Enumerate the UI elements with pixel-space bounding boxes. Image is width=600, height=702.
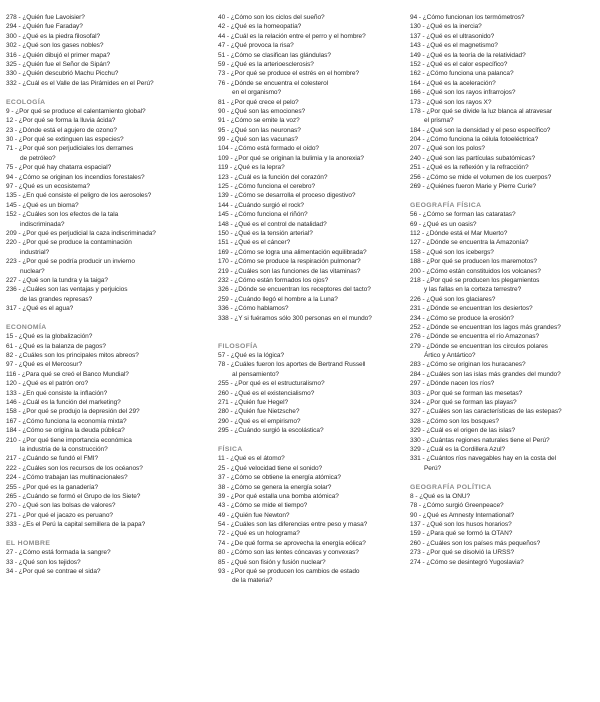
index-entry: 12 - ¿Por qué se forma la lluvia ácida? — [6, 117, 116, 125]
index-entry: 120 - ¿Qué es el patrón oro? — [6, 380, 89, 388]
index-entry: 11 - ¿Qué es el átomo? — [218, 455, 285, 463]
index-entry: 184 - ¿Cómo se origina la deuda pública? — [6, 427, 125, 435]
index-entry: 27 - ¿Cómo está formada la sangre? — [6, 549, 111, 557]
index-entry: 127 - ¿Dónde se encuentra la Amazonía? — [410, 239, 529, 247]
index-entry: 167 - ¿Cómo funciona la economía mixta? — [6, 417, 127, 425]
section-heading: ECONOMÍA — [6, 323, 47, 331]
index-entry: 73 - ¿Por qué se produce el estrés en el hombre? — [218, 70, 360, 78]
section-heading: EL HOMBRE — [6, 539, 51, 547]
index-entry-continuation: Perú? — [424, 464, 442, 472]
index-entry: 148 - ¿Qué es el control de natalidad? — [218, 220, 327, 228]
index-entry: 158 - ¿Qué son los icebergs? — [410, 248, 494, 256]
section-heading: GEOGRAFÍA FÍSICA — [410, 201, 482, 209]
index-entry: 265 - ¿Cuándo se formó el Grupo de los Siete? — [6, 492, 141, 500]
index-entry: 170 - ¿Cómo se produce la respiración pulmonar? — [218, 258, 361, 266]
index-entry: 109 - ¿Por qué se originan la bulimia y la anorexia? — [218, 154, 364, 162]
index-entry: 25 - ¿Qué velocidad tiene el sonido? — [218, 464, 323, 472]
index-entry: 200 - ¿Cómo están constituidos los volcanes? — [410, 267, 541, 275]
index-entry: 146 - ¿Cuál es la función del marketing? — [6, 399, 121, 407]
index-entry: 145 - ¿Qué es un bioma? — [6, 201, 79, 209]
index-entry: 256 - ¿Cómo se mide el volumen de los cuerpos? — [410, 173, 552, 181]
index-entry: 164 - ¿Qué es la aceleración? — [410, 79, 496, 87]
index-entry: 158 - ¿Por qué se produjo la depresión del 29? — [6, 408, 140, 416]
index-entry: 91 - ¿Cómo se emite la voz? — [218, 117, 300, 125]
index-entry: 56 - ¿Cómo se forman las cataratas? — [410, 211, 516, 219]
index-entry: 43 - ¿Cómo se mide el tiempo? — [218, 502, 308, 510]
index-entry: 220 - ¿Por qué se produce la contaminación — [6, 239, 132, 247]
index-entry: 39 - ¿Por qué estalla una bomba atómica? — [218, 492, 339, 500]
index-entry: 317 - ¿Qué es el agua? — [6, 305, 74, 313]
index-entry-continuation: al pensamiento? — [232, 370, 279, 378]
index-entry: 95 - ¿Qué son las neuronas? — [218, 126, 301, 134]
index-entry-continuation: Ártico y Antártico? — [424, 352, 476, 360]
index-entry: 227 - ¿Qué son la tundra y la taiga? — [6, 276, 108, 284]
index-entry: 78 - ¿Cómo surgió Greenpeace? — [410, 502, 504, 510]
index-entry: 290 - ¿Qué es el empirismo? — [218, 417, 301, 425]
index-entry-continuation: de las grandes represas? — [20, 295, 93, 303]
index-entry: 283 - ¿Cómo se originan los huracanes? — [410, 361, 526, 369]
index-entry: 112 - ¿Dónde está el Mar Muerto? — [410, 229, 508, 237]
index-entry: 137 - ¿Qué es el ultrasonido? — [410, 32, 495, 40]
index-entry: 57 - ¿Qué es la lógica? — [218, 352, 285, 360]
index-entry-continuation: y las fallas en la corteza terrestre? — [424, 286, 522, 294]
section-spacer — [218, 332, 396, 341]
section-heading: GEOGRAFÍA POLÍTICA — [410, 483, 492, 491]
index-entry: 270 - ¿Qué son las bolsas de valores? — [6, 502, 116, 510]
index-entry: 78 - ¿Cuáles fueron los aportes de Bertrand Russell — [218, 361, 366, 369]
index-entry: 133 - ¿En qué consiste la inflación? — [6, 389, 108, 397]
section-heading: ECOLOGÍA — [6, 98, 46, 106]
index-entry: 231 - ¿Dónde se encuentran los desiertos? — [410, 305, 533, 313]
index-entry: 80 - ¿Cómo son las lentes cóncavas y convexas? — [218, 549, 359, 557]
index-entry: 81 - ¿Por qué crece el pelo? — [218, 98, 299, 106]
index-entry: 135 - ¿En qué consiste el peligro de los aerosoles? — [6, 192, 152, 200]
index-entry: 332 - ¿Cuál es el Valle de las Pirámides en el Perú? — [6, 79, 154, 87]
index-entry: 90 - ¿Qué es Amnesty International? — [410, 511, 515, 519]
index-entry: 271 - ¿Por qué el jacazo es peruano? — [6, 511, 113, 519]
index-entry: 226 - ¿Qué son los glaciares? — [410, 295, 496, 303]
index-entry: 116 - ¿Para qué se creó el Banco Mundial? — [6, 370, 129, 378]
index-entry: 145 - ¿Cómo funciona el riñón? — [218, 211, 308, 219]
index-entry: 38 - ¿Cómo se genera la energía solar? — [218, 483, 332, 491]
index-entry: 303 - ¿Por qué se forman las mesetas? — [410, 389, 523, 397]
index-entry-continuation: de petróleo? — [20, 154, 56, 162]
index-entry: 224 - ¿Cómo trabajan las multinacionales? — [6, 474, 128, 482]
index-entry-continuation: el prisma? — [424, 117, 454, 125]
index-entry: 255 - ¿Por qué es la ganadería? — [6, 483, 99, 491]
index-entry: 162 - ¿Cómo funciona una palanca? — [410, 70, 514, 78]
index-entry: 74 - ¿De qué forma se aprovecha la energía eólica? — [218, 539, 366, 547]
index-entry: 34 - ¿Por qué se contrae el sida? — [6, 568, 101, 576]
index-entry-continuation: nuclear? — [20, 267, 45, 275]
index-entry: 93 - ¿Por qué se producen los cambios de estado — [218, 568, 360, 576]
index-entry: 169 - ¿Cómo se logra una alimentación equilibrada? — [218, 248, 367, 256]
index-entry: 61 - ¿Qué es la balanza de pagos? — [6, 342, 106, 350]
index-entry: 255 - ¿Por qué es el estructuralismo? — [218, 380, 325, 388]
index-entry: 37 - ¿Cómo se obtiene la energía atómica? — [218, 474, 341, 482]
index-entry: 327 - ¿Cuáles son las características de las estepas? — [410, 408, 562, 416]
index-entry: 328 - ¿Cómo son los bosques? — [410, 417, 499, 425]
index-entry: 33 - ¿Qué son los tejidos? — [6, 558, 81, 566]
index-entry: 234 - ¿Cómo se produce la erosión? — [410, 314, 514, 322]
index-entry-continuation: la industria de la construcción? — [20, 445, 108, 453]
index-entry: 336 - ¿Cómo hablamos? — [218, 305, 289, 313]
index-entry: 178 - ¿Por qué se divide la luz blanca al atravesar — [410, 107, 552, 115]
index-entry: 329 - ¿Cuál es el origen de las islas? — [410, 427, 516, 435]
index-entry: 329 - ¿Cuál es la Cordillera Azul? — [410, 445, 506, 453]
section-spacer — [6, 529, 196, 538]
index-entry: 152 - ¿Cuáles son los efectos de la tala — [6, 211, 119, 219]
index-entry: 137 - ¿Qué son los husos horarios? — [410, 521, 512, 529]
index-entry: 259 - ¿Cuándo llegó el hombre a la Luna? — [218, 295, 338, 303]
index-entry: 51 - ¿Cómo se clasifican las glándulas? — [218, 51, 331, 59]
section-heading: FÍSICA — [218, 445, 243, 453]
index-entry: 330 - ¿Quién descubrió Machu Picchu? — [6, 70, 119, 78]
index-entry: 271 - ¿Quién fue Hegel? — [218, 399, 289, 407]
index-entry-continuation: industrial? — [20, 248, 50, 256]
index-entry-continuation: de la materia? — [232, 577, 273, 585]
index-entry-continuation: indiscriminada? — [20, 220, 65, 228]
index-entry: 71 - ¿Por qué son perjudiciales los derrames — [6, 145, 134, 153]
index-entry: 54 - ¿Cuáles son las diferencias entre peso y masa? — [218, 521, 368, 529]
index-entry: 333 - ¿Es el Perú la capital semillera de la papa? — [6, 521, 146, 529]
index-entry: 104 - ¿Cómo está formado el oído? — [218, 145, 319, 153]
index-entry: 236 - ¿Cuáles son las ventajas y perjuicios — [6, 286, 128, 294]
index-entry: 297 - ¿Dónde nacen los ríos? — [410, 380, 495, 388]
index-entry: 294 - ¿Quién fue Faraday? — [6, 23, 83, 31]
index-entry: 30 - ¿Por qué se extinguen las especies? — [6, 136, 124, 144]
section-spacer — [410, 191, 596, 200]
index-entry: 284 - ¿Cuáles son las islas más grandes del mundo? — [410, 370, 561, 378]
index-entry: 273 - ¿Por qué se disolvió la URSS? — [410, 549, 515, 557]
index-entry: 99 - ¿Qué son las vacunas? — [218, 136, 298, 144]
index-entry: 72 - ¿Qué es un holograma? — [218, 530, 300, 538]
section-heading: FILOSOFÍA — [218, 342, 258, 350]
index-entry: 9 - ¿Por qué se produce el calentamiento global? — [6, 107, 146, 115]
index-entry: 69 - ¿Qué es un oasis? — [410, 220, 477, 228]
index-entry: 152 - ¿Qué es el calor específico? — [410, 60, 508, 68]
index-entry: 94 - ¿Cómo se originan los incendios forestales? — [6, 173, 145, 181]
index-entry: 223 - ¿Por qué se podría producir un invierno — [6, 258, 135, 266]
index-entry: 166 - ¿Qué son los rayos infrarrojos? — [410, 89, 516, 97]
index-entry: 325 - ¿Quién fue el Señor de Sipán? — [6, 60, 111, 68]
index-entry: 204 - ¿Cómo funciona la célula fotoeléctrica? — [410, 136, 539, 144]
index-entry: 222 - ¿Cuáles son los recursos de los océanos? — [6, 464, 143, 472]
index-entry: 139 - ¿Cómo se desarrolla el proceso digestivo? — [218, 192, 356, 200]
index-entry: 251 - ¿Qué es la reflexión y la refracción? — [410, 164, 529, 172]
index-entry: 279 - ¿Dónde se encuentran los círculos polares — [410, 342, 548, 350]
section-spacer — [6, 314, 196, 323]
index-entry: 75 - ¿Por qué hay chatarra espacial? — [6, 164, 112, 172]
index-entry: 210 - ¿Por qué tiene importancia económica — [6, 436, 132, 444]
index-entry: 240 - ¿Qué son las partículas subatómicas? — [410, 154, 536, 162]
index-entry: 143 - ¿Qué es el magnetismo? — [410, 42, 498, 50]
index-entry: 207 - ¿Qué son los polos? — [410, 145, 485, 153]
index-entry: 49 - ¿Quién fue Newton? — [218, 511, 290, 519]
index-entry: 47 - ¿Qué provoca la risa? — [218, 42, 294, 50]
index-entry: 150 - ¿Qué es la tensión arterial? — [218, 229, 313, 237]
index-entry: 97 - ¿Qué es un ecosistema? — [6, 183, 90, 191]
section-spacer — [218, 323, 396, 332]
index-entry: 209 - ¿Por qué es perjudicial la caza indiscriminada? — [6, 229, 156, 237]
index-entry: 97 - ¿Qué es el Mercosur? — [6, 361, 83, 369]
index-entry: 123 - ¿Cuál es la función del corazón? — [218, 173, 328, 181]
index-column-2 — [218, 13, 396, 586]
index-entry: 330 - ¿Cuántas regiones naturales tiene el Perú? — [410, 436, 550, 444]
section-spacer — [410, 473, 596, 482]
index-column-3 — [410, 13, 596, 567]
index-entry: 125 - ¿Cómo funciona el cerebro? — [218, 183, 316, 191]
index-entry: 218 - ¿Por qué se producen los plegamientos — [410, 276, 540, 284]
index-entry: 23 - ¿Dónde está el agujero de ozono? — [6, 126, 117, 134]
index-entry: 76 - ¿Dónde se encuentra el colesterol — [218, 79, 329, 87]
index-entry: 269 - ¿Quiénes fueron Marie y Pierre Curie? — [410, 183, 537, 191]
index-entry: 159 - ¿Para qué se formó la OTAN? — [410, 530, 513, 538]
index-entry: 59 - ¿Qué es la arterioesclerosis? — [218, 60, 314, 68]
index-entry: 44 - ¿Cuál es la relación entre el perro y el hombre? — [218, 32, 366, 40]
index-entry: 119 - ¿Qué es la lepra? — [218, 164, 285, 172]
index-entry: 151 - ¿Qué es el cáncer? — [218, 239, 291, 247]
index-entry: 15 - ¿Qué es la globalización? — [6, 333, 93, 341]
index-entry: 331 - ¿Cuántos ríos navegables hay en la costa del — [410, 455, 557, 463]
index-entry: 94 - ¿Cómo funcionan los termómetros? — [410, 14, 525, 21]
index-entry: 326 - ¿Dónde se encuentran los receptores del tacto? — [218, 286, 371, 294]
index-entry: 173 - ¿Qué son los rayos X? — [410, 98, 492, 106]
index-entry: 232 - ¿Cómo están formados los ojos? — [218, 276, 329, 284]
index-entry: 274 - ¿Cómo se desintegró Yugoslavia? — [410, 558, 524, 566]
index-entry: 82 - ¿Cuáles son los principales mitos abreos? — [6, 352, 139, 360]
index-entry: 260 - ¿Qué es el existencialismo? — [218, 389, 315, 397]
index-entry: 252 - ¿Dónde se encuentran los lagos más grandes? — [410, 323, 561, 331]
index-entry: 280 - ¿Quién fue Nietzsche? — [218, 408, 300, 416]
index-column-1 — [6, 13, 196, 576]
index-entry: 302 - ¿Qué son los gases nobles? — [6, 42, 104, 50]
index-entry: 324 - ¿Por qué se forman las playas? — [410, 399, 517, 407]
index-entry: 338 - ¿Y si fuéramos sólo 300 personas en el mundo? — [218, 314, 372, 322]
index-entry: 85 - ¿Qué son fisión y fusión nuclear? — [218, 558, 326, 566]
index-entry: 278 - ¿Quién fue Lavoisier? — [6, 14, 85, 21]
index-entry: 130 - ¿Qué es la inercia? — [410, 23, 482, 31]
index-entry: 260 - ¿Cuáles son los países más pequeños? — [410, 539, 541, 547]
index-entry: 300 - ¿Qué es la piedra filosofal? — [6, 32, 101, 40]
index-entry: 149 - ¿Qué es la teoría de la relatividad? — [410, 51, 526, 59]
index-entry: 40 - ¿Cómo son los ciclos del sueño? — [218, 14, 325, 21]
index-entry: 316 - ¿Quién dibujó el primer mapa? — [6, 51, 111, 59]
index-entry: 144 - ¿Cuándo surgió el rock? — [218, 201, 304, 209]
index-entry: 295 - ¿Cuándo surgió la escolástica? — [218, 427, 324, 435]
index-entry: 217 - ¿Cuándo se fundó el FMI? — [6, 455, 99, 463]
index-entry: 188 - ¿Por qué se producen los maremotos? — [410, 258, 537, 266]
index-entry: 90 - ¿Qué son las emociones? — [218, 107, 306, 115]
index-entry: 276 - ¿Dónde se encuentra el río Amazonas? — [410, 333, 540, 341]
index-entry-continuation: en el organismo? — [232, 89, 282, 97]
section-spacer — [6, 88, 196, 97]
section-spacer — [218, 436, 396, 445]
index-entry: 219 - ¿Cuáles son las funciones de las vitaminas? — [218, 267, 361, 275]
index-entry: 8 - ¿Qué es la ONU? — [410, 492, 471, 500]
index-entry: 184 - ¿Qué son la densidad y el peso específico? — [410, 126, 551, 134]
index-entry: 42 - ¿Qué es la homeopatía? — [218, 23, 302, 31]
